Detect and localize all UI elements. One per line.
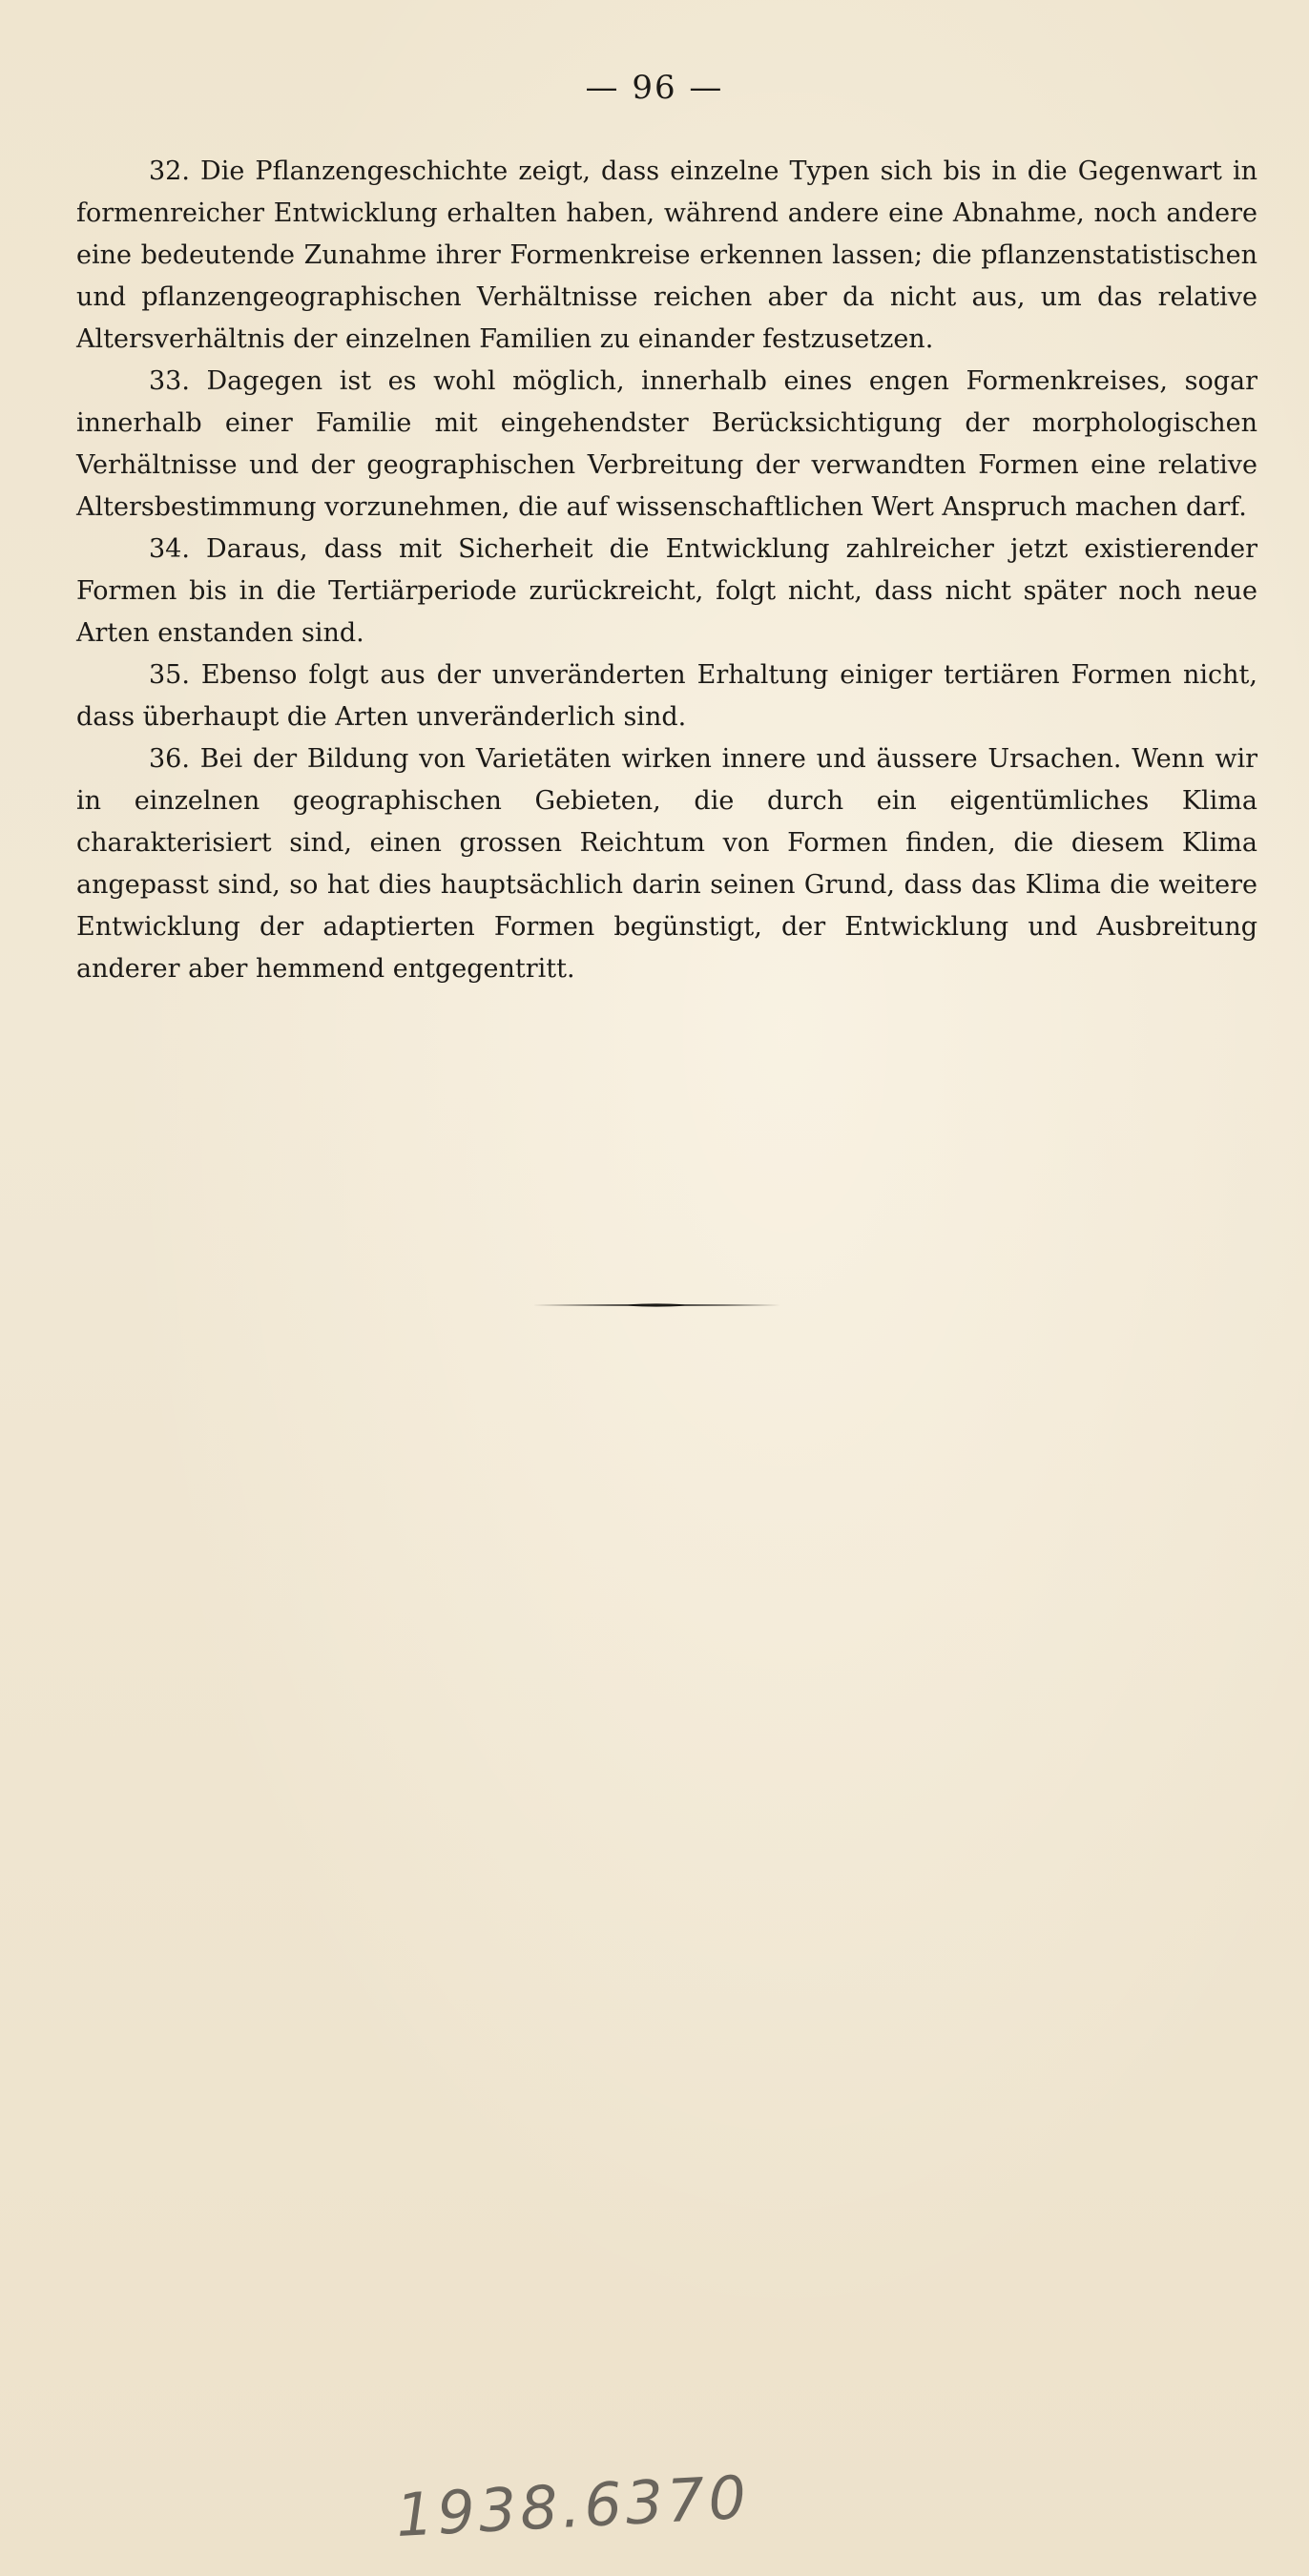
paragraph-33: 33. Dagegen ist es wohl möglich, innerhalb eines engen Formenkreises, sogar innerhalb einer Familie mit eingehendster Berücksichtigung der morphologischen Verhältnisse und der geographischen Verbreitung der verwandten Formen eine relative Altersbestimmung vorzunehmen, die auf wissenschaftlichen Wert Anspruch machen darf.	[76, 366, 1257, 522]
body-text	[76, 151, 1257, 990]
paragraph-32: 32. Die Pflanzengeschichte zeigt, dass einzelne Typen sich bis in die Gegenwart in formenreicher Entwicklung erhalten haben, während andere eine Abnahme, noch andere eine bedeutende Zunahme ihrer Formenkreise erkennen lassen; die pflanzenstatistischen und pflanzengeographischen Verhältnisse reichen aber da nicht aus, um das relative Altersverhältnis der einzelnen Familien zu einander festzusetzen.	[76, 156, 1257, 354]
paragraph-35: 35. Ebenso folgt aus der unveränderten Erhaltung einiger tertiären Formen nicht, dass überhaupt die Arten unveränderlich sind.	[76, 660, 1257, 732]
end-rule	[532, 1302, 780, 1308]
paragraph-34: 34. Daraus, dass mit Sicherheit die Entwicklung zahlreicher jetzt existierender Formen bis in die Tertiärperiode zurückreicht, folgt nicht, dass nicht später noch neue Arten enstanden sind.	[76, 534, 1257, 648]
paragraph-36: 36. Bei der Bildung von Varietäten wirken innere und äussere Ursachen. Wenn wir in einzelnen geographischen Gebieten, die durch ein eigentümliches Klima charakterisiert sind, einen grossen Reichtum von Formen finden, die diesem Klima angepasst sind, so hat dies hauptsächlich darin seinen Grund, dass das Klima die weitere Entwicklung der adaptierten Formen begünstigt, der Entwicklung und Ausbreitung anderer aber hemmend entgegentritt.	[76, 744, 1257, 984]
handwritten-inventory-number: 1938.6370	[394, 2462, 752, 2550]
page-number: — 96 —	[585, 69, 724, 107]
